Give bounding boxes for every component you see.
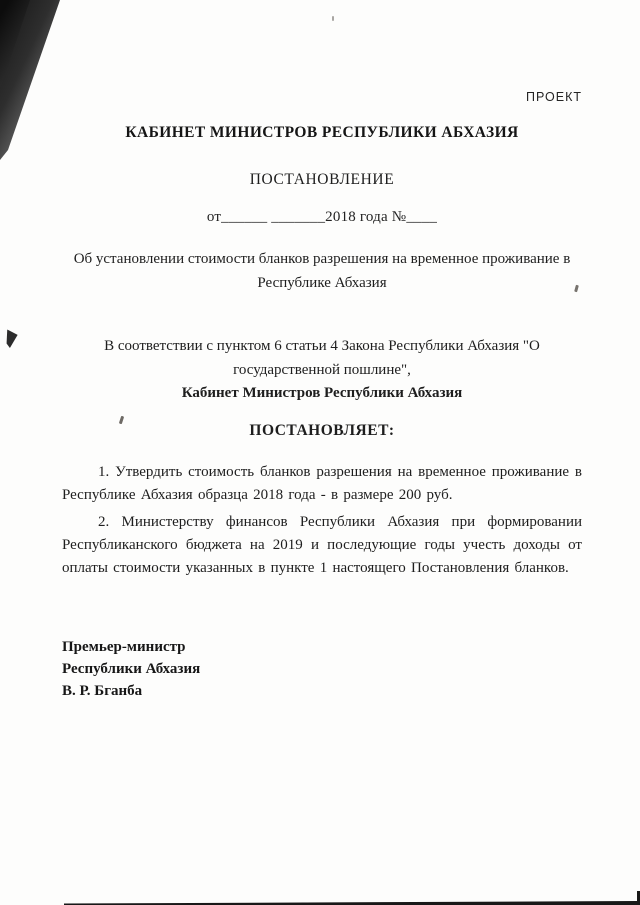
draft-stamp: ПРОЕКТ [525, 90, 582, 104]
preamble-organization: Кабинет Министров Республики Абхазия [181, 385, 463, 401]
signature-name: В. Р. Бганба [62, 682, 143, 699]
organization-title: КАБИНЕТ МИНИСТРОВ РЕСПУБЛИКИ АБХАЗИЯ [125, 124, 519, 141]
signature-title: Премьер-министр [62, 638, 186, 655]
resolves-heading: ПОСТАНОВЛЯЕТ: [249, 421, 395, 439]
signature-block [62, 636, 582, 702]
document-type-heading: ПОСТАНОВЛЕНИЕ [249, 171, 395, 188]
resolution-item-2: 2. Министерству финансов Республики Абхазия при формировании Республиканского бюджета на 2019 и последующие годы учесть доходы от оплаты стоимости указанных в пункте 1 настоящего Постановления бланков. [62, 513, 582, 576]
document-subject: Об установлении стоимости бланков разрешения на временное проживание в Республике Абхазия [73, 251, 571, 291]
date-number-line: от______ _______2018 года №____ [206, 209, 438, 225]
resolution-item-1: 1. Утвердить стоимость бланков разрешения на временное проживание в Республике Абхазия образца 2018 года - в размере 200 руб. [62, 463, 582, 503]
scan-bottom-edge [64, 901, 640, 905]
signature-organization: Республики Абхазия [62, 660, 201, 677]
preamble-text: В соответствии с пунктом 6 статьи 4 Закона Республики Абхазия "О государственной пошлине", [104, 338, 540, 378]
